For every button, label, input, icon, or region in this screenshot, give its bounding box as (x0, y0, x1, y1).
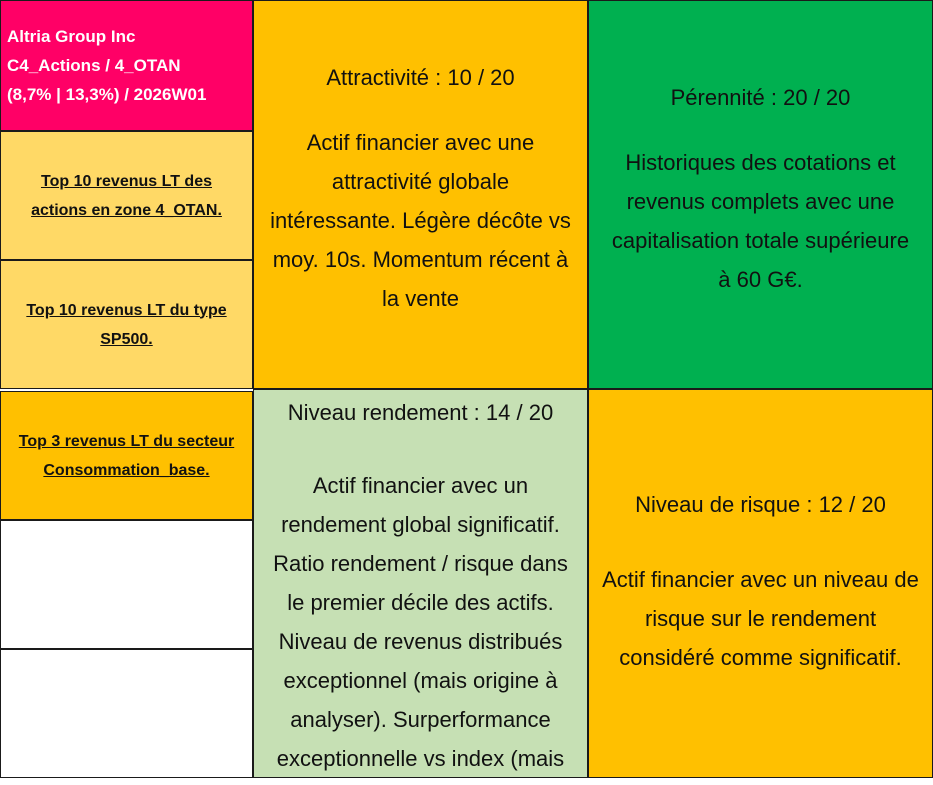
text-line: Actif financier avec un (312, 473, 529, 498)
rendement-description (273, 466, 568, 778)
empty-cell-1 (0, 520, 253, 649)
rendement-title: Niveau rendement : 14 / 20 (287, 400, 554, 425)
top10-sp500-link-line1[interactable]: Top 10 revenus LT du type (26, 301, 227, 319)
text-line: moy. 10s. Momentum récent à (272, 247, 569, 272)
rendement-cell (253, 389, 588, 778)
text-line: risque sur le rendement (644, 606, 877, 631)
top3-sector-cell (0, 391, 253, 520)
company-name: Altria Group Inc (7, 27, 136, 46)
text-line: le premier décile des actifs. (287, 590, 554, 615)
top10-sp500-link-line2[interactable]: SP500. (100, 330, 153, 348)
top3-sector-link-line2[interactable]: Consommation_base. (43, 461, 210, 479)
top10-otan-link-line2[interactable]: actions en zone 4_OTAN. (31, 201, 222, 219)
text-line: rendement global significatif. (281, 512, 560, 537)
asset-stats: (8,7% | 13,3%) / 2026W01 (7, 85, 207, 104)
top10-otan-cell (0, 131, 253, 260)
text-line: capitalisation totale supérieure (611, 228, 910, 253)
text-line: Ratio rendement / risque dans (273, 551, 568, 576)
text-line: exceptionnel (mais origine à (283, 668, 558, 693)
asset-classification: C4_Actions / 4_OTAN (7, 56, 181, 75)
risque-title: Niveau de risque : 12 / 20 (635, 492, 886, 517)
risque-description (602, 560, 919, 677)
attractivite-title: Attractivité : 10 / 20 (326, 65, 515, 90)
risque-cell (588, 389, 933, 778)
text-line: la vente (381, 286, 460, 311)
top10-sp500-cell (0, 260, 253, 389)
top10-otan-link-line1[interactable]: Top 10 revenus LT des (40, 172, 212, 190)
text-line: Historiques des cotations et (625, 150, 896, 175)
text-line: Actif financier avec une (306, 130, 535, 155)
attractivite-cell (253, 0, 588, 389)
perennite-description (612, 143, 909, 299)
attractivite-description (270, 123, 571, 318)
text-line: analyser). Surperformance (290, 707, 551, 732)
text-line: exceptionnelle vs index (mais (276, 746, 565, 771)
text-line: Actif financier avec un niveau de (602, 567, 919, 592)
top3-sector-link-line1[interactable]: Top 3 revenus LT du secteur (18, 432, 235, 450)
perennite-cell (588, 0, 933, 389)
text-line: intéressante. Légère décôte vs (270, 208, 571, 233)
empty-cell-2 (0, 649, 253, 778)
text-line: attractivité globale (331, 169, 510, 194)
asset-title-cell (0, 0, 253, 131)
perennite-title: Pérennité : 20 / 20 (670, 85, 851, 110)
text-line: considéré comme significatif. (619, 645, 902, 670)
text-line: revenus complets avec une (626, 189, 895, 214)
text-line: Niveau de revenus distribués (278, 629, 563, 654)
text-line: à 60 G€. (718, 267, 803, 292)
